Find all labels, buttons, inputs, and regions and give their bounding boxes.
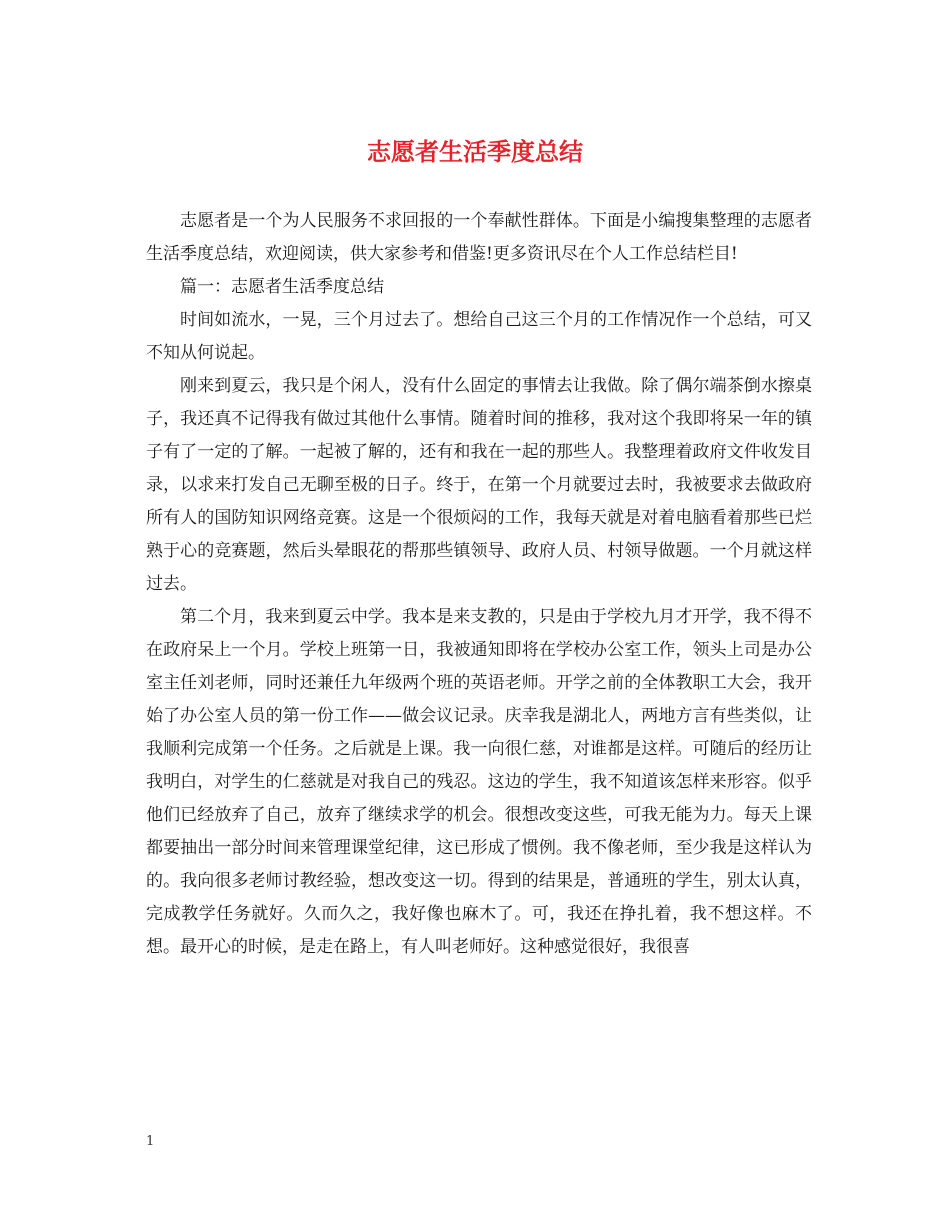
body-paragraph: 刚来到夏云，我只是个闲人，没有什么固定的事情去让我做。除了偶尔端茶倒水擦桌子，我还真不记得我有做过其他什么事情。随着时间的推移，我对这个我即将呆一年的镇子有了一定的了解。一起被了解的，还有和我在一起的那些人。我整理着政府文件收发目录，以求来打发自己无聊至极的日子。终于，在第一个月就要过去时，我被要求去做政府所有人的国防知识网络竞赛。这是一个很烦闷的工作，我每天就是对着电脑看着那些已烂熟于心的竞赛题，然后头晕眼花的帮那些镇领导、政府人员、村领导做题。一个月就这样过去。 bbox=[146, 376, 812, 594]
document-title: 志愿者生活季度总结 bbox=[367, 137, 583, 166]
document-body bbox=[146, 205, 812, 964]
page-number: 1 bbox=[146, 1134, 155, 1149]
intro-paragraph: 志愿者是一个为人民服务不求回报的一个奉献性群体。下面是小编搜集整理的志愿者生活季度总结，欢迎阅读，供大家参考和借鉴!更多资讯尽在个人工作总结栏目! bbox=[146, 211, 812, 264]
section-heading: 篇一：志愿者生活季度总结 bbox=[180, 277, 384, 297]
body-paragraph: 第二个月，我来到夏云中学。我本是来支教的，只是由于学校九月才开学，我不得不在政府呆上一个月。学校上班第一日，我被通知即将在学校办公室工作，领头上司是办公室主任刘老师，同时还兼任九年级两个班的英语老师。开学之前的全体教职工大会，我开始了办公室人员的第一份工作——做会议记录。庆幸我是湖北人，两地方言有些类似，让我顺利完成第一个任务。之后就是上课。我一向很仁慈，对谁都是这样。可随后的经历让我明白，对学生的仁慈就是对我自己的残忍。这边的学生，我不知道该怎样来形容。似乎他们已经放弃了自己，放弃了继续求学的机会。很想改变这些，可我无能为力。每天上课都要抽出一部分时间来管理课堂纪律，这已形成了惯例。我不像老师，至少我是这样认为的。我向很多老师讨教经验，想改变这一切。得到的结果是，普通班的学生，别太认真，完成教学任务就好。久而久之，我好像也麻木了。可，我还在挣扎着，我不想这样。不想。最开心的时候，是走在路上，有人叫老师好。这种感觉很好，我很喜 bbox=[146, 607, 812, 957]
body-paragraph: 时间如流水，一晃，三个月过去了。想给自己这三个月的工作情况作一个总结，可又不知从何说起。 bbox=[146, 310, 812, 363]
